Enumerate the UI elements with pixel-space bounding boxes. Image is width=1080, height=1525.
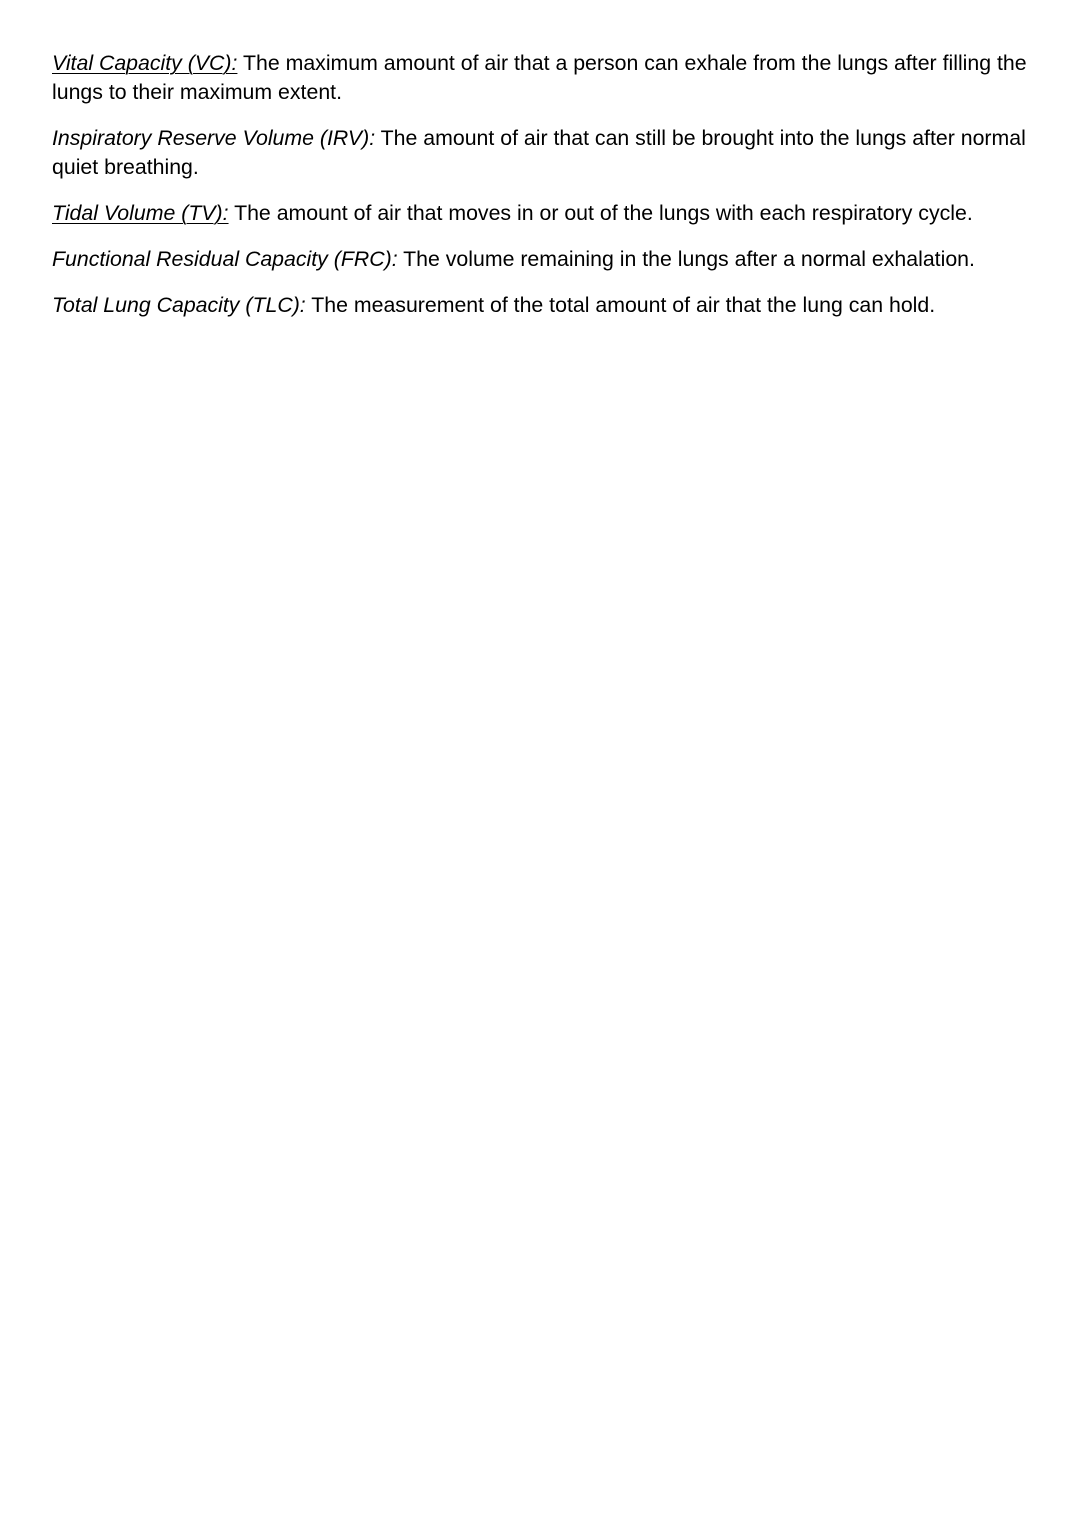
definition-text-vital-capacity: The maximum amount of air that a person can exhale from the lungs after filling the lungs to their maximum extent. [52,51,1027,104]
term-total-lung-capacity: Total Lung Capacity (TLC): [52,293,306,317]
definition-functional-residual-capacity [52,245,1027,274]
term-vital-capacity: Vital Capacity (VC): [52,51,238,75]
term-functional-residual-capacity: Functional Residual Capacity (FRC): [52,247,398,271]
definition-total-lung-capacity [52,291,1027,320]
definition-tidal-volume [52,199,1027,228]
definition-text-functional-residual-capacity: The volume remaining in the lungs after a normal exhalation. [397,247,975,271]
definition-text-tidal-volume: The amount of air that moves in or out of the lungs with each respiratory cycle. [228,201,973,225]
definition-text-inspiratory-reserve-volume: The amount of air that can still be brought into the lungs after normal quiet breathing. [52,126,1026,179]
definitions-list [52,49,1027,337]
definition-vital-capacity [52,49,1027,107]
term-inspiratory-reserve-volume: Inspiratory Reserve Volume (IRV): [52,126,376,150]
definition-text-total-lung-capacity: The measurement of the total amount of air that the lung can hold. [305,293,936,317]
definition-inspiratory-reserve-volume [52,124,1027,182]
term-tidal-volume: Tidal Volume (TV): [52,201,229,225]
